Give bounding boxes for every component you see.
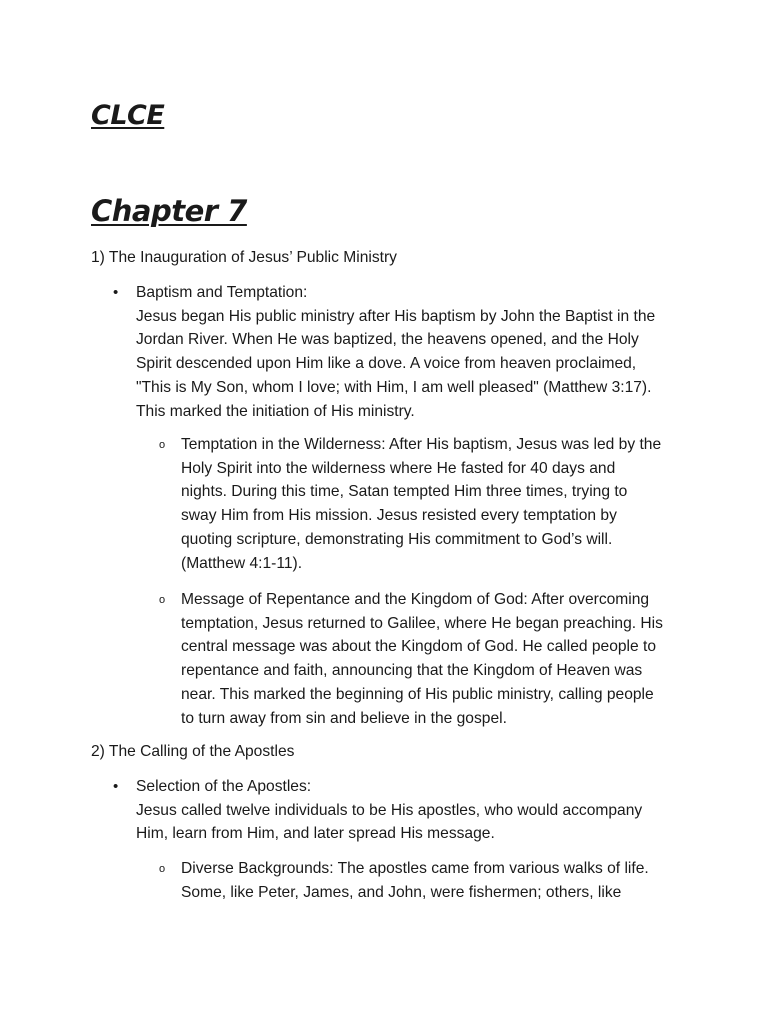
sub-item-line: quoting scripture, demonstrating His commitment to God’s will. [181, 530, 613, 548]
bullet-line: Selection of the Apostles: [136, 778, 312, 795]
sub-item-line: Some, like Peter, James, and John, were fishermen; others, like [181, 883, 622, 901]
bullet-line: "This is My Son, whom I love; with Him, I am well pleased" (Matthew 3:17). [136, 378, 652, 396]
sub-item-line: to turn away from sin and believe in the gospel. [181, 709, 507, 727]
sub-item-line: nights. During this time, Satan tempted Him three times, trying to [181, 483, 628, 501]
bullet-line: Him, learn from Him, and later spread His message. [136, 825, 495, 843]
bullet-item-baptism [113, 281, 696, 423]
bullet-line: Jesus began His public ministry after His baptism by John the Baptist in the [136, 307, 656, 325]
bullet-marker: • [113, 284, 119, 301]
sub-item-line: Holy Spirit into the wilderness where He fasted for 40 days and [181, 459, 616, 477]
sub-item-line: sway Him from His mission. Jesus resisted every temptation by [181, 507, 617, 525]
sub-item-line: temptation, Jesus returned to Galilee, where He began preaching. His [181, 614, 663, 632]
bullet-line: Spirit descended upon Him like a dove. A voice from heaven proclaimed, [136, 355, 637, 373]
document-title: CLCE [91, 100, 165, 131]
sub-item-line: central message was about the Kingdom of God. He called people to [181, 638, 657, 656]
sub-item-line: near. This marked the beginning of His public ministry, calling people [181, 685, 654, 703]
sub-bullet-marker: o [159, 439, 166, 451]
bullet-line: Jordan River. When He was baptized, the heavens opened, and the Holy [136, 331, 639, 349]
sub-item-line: Temptation in the Wilderness: After His baptism, Jesus was led by the [181, 436, 662, 453]
sub-bullet-marker: o [159, 863, 166, 875]
bullet-marker: • [113, 778, 119, 795]
sub-item-line: Diverse Backgrounds: The apostles came from various walks of life. [181, 860, 649, 877]
bullet-line: Baptism and Temptation: [136, 284, 308, 301]
section-title-1: 1) The Inauguration of Jesus’ Public Ministry [91, 249, 397, 266]
sub-item-temptation [159, 433, 691, 575]
sub-bullet-marker: o [159, 594, 166, 606]
bullet-line: This marked the initiation of His ministry. [136, 402, 415, 420]
sub-item-line: Message of Repentance and the Kingdom of God: After overcoming [181, 591, 650, 608]
chapter-heading: Chapter 7 [91, 194, 247, 228]
bullet-item-selection [113, 775, 696, 846]
section-title-2: 2) The Calling of the Apostles [91, 743, 295, 760]
sub-item-line: (Matthew 4:1-11). [181, 554, 303, 572]
sub-item-repentance [159, 588, 691, 730]
sub-item-backgrounds [159, 857, 691, 904]
sub-item-line: repentance and faith, announcing that the Kingdom of Heaven was [181, 662, 643, 680]
bullet-line: Jesus called twelve individuals to be His apostles, who would accompany [136, 801, 643, 819]
